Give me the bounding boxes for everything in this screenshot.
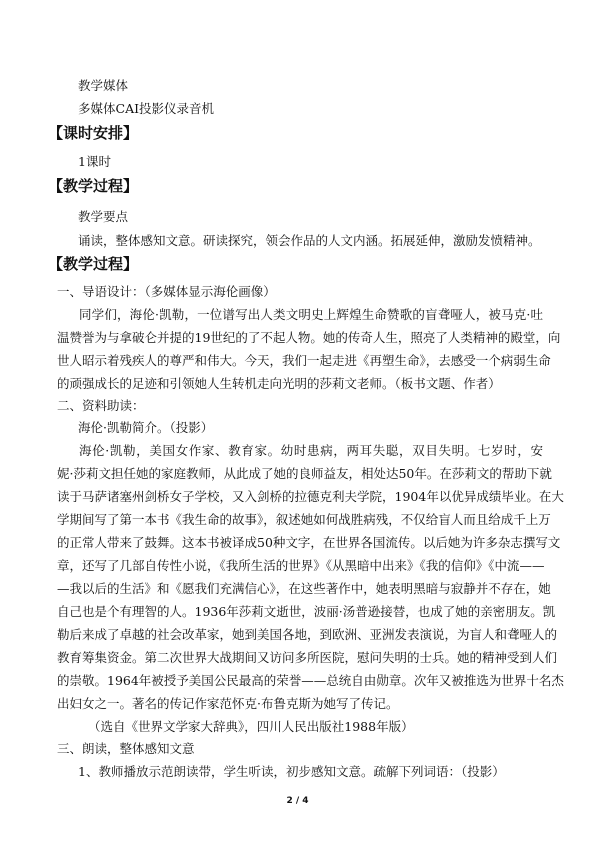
- bio-line: 读于马萨诸塞州剑桥女子学校，又入剑桥的拉德克利夫学院，1904年以优异成绩毕业。在大: [57, 489, 564, 504]
- intro-line: 同学们，海伦·凯勒，一位谱写出人类文明史上辉煌生命赞歌的盲聋哑人，被马克·吐: [79, 307, 543, 322]
- reading-item-1: 1、教师播放示范朗读带，学生听读，初步感知文意。疏解下列词语：（投影）: [78, 764, 505, 779]
- bio-line: —我以后的生活》和《愿我们充满信心》，在这些著作中，她表明黑暗与寂静并不存在，她: [57, 581, 551, 596]
- intro-paragraph: [57, 353, 551, 369]
- page-number: 2 / 4: [286, 796, 309, 806]
- key-points-label: 教学要点: [78, 209, 129, 224]
- bio-line: 出妇女之一。著名的传记作家范怀克·布鲁克斯为她写了传记。: [57, 696, 399, 711]
- media-title: 教学媒体: [78, 78, 129, 93]
- intro-paragraph: [57, 307, 543, 323]
- info-title: 二、资料助读：: [57, 398, 145, 413]
- media-items: 多媒体CAI投影仪录音机: [78, 101, 215, 116]
- key-points-text: 诵读，整体感知文意。研读探究，领会作品的人文内涵。拓展延伸，激励发愤精神。: [78, 233, 541, 248]
- process-heading-1: 【教学过程】: [48, 177, 139, 195]
- bio-line: 自己也是个有理智的人。1936年莎莉文逝世，波丽·汤普逊接替，也成了她的亲密朋友。凯: [57, 604, 556, 619]
- schedule-value: 1课时: [78, 154, 111, 169]
- bio-line: 章，还写了几部自传性小说，《我所生活的世界》《从黑暗中出来》《我的信仰》《中流——: [57, 558, 545, 573]
- intro-title: 一、导语设计：（多媒体显示海伦画像）: [57, 284, 276, 299]
- reading-title: 三、朗读，整体感知文意: [57, 741, 195, 756]
- bio-line: 教育筹集资金。第二次世界大战期间又访问多所医院，慰问失明的士兵。她的精神受到人们: [57, 650, 558, 665]
- intro-paragraph: [57, 330, 561, 346]
- bio-line: 的正常人带来了鼓舞。这本书被译成50种文字，在世界各国流传。以后她为许多杂志撰写文: [57, 535, 561, 550]
- bio-line: 的崇敬。1964年被授予美国公民最高的荣誉——总统自由勋章。次年又被推选为世界十名杰: [57, 673, 564, 688]
- intro-line: 的顽强成长的足迹和引领她人生转机走向光明的莎莉文老师。（板书文题、作者）: [57, 376, 501, 391]
- intro-line: 温赞誉为与拿破仑并提的19世纪的了不起人物。她的传奇人生，照亮了人类精神的殿堂，向: [57, 330, 561, 345]
- process-heading-2: 【教学过程】: [48, 255, 139, 273]
- bio-line: 学期间写了第一本书《我生命的故事》，叙述她如何战胜病残，不仅给盲人而且给成千上万: [57, 512, 551, 527]
- bio-source: （选自《世界文学家大辞典》，四川人民出版社1988年版）: [88, 719, 414, 734]
- intro-line: 世人昭示着残疾人的尊严和伟大。今天，我们一起走进《再塑生命》，去感受一个病弱生命: [57, 353, 551, 368]
- info-subtitle: 海伦·凯勒简介。（投影）: [78, 420, 214, 435]
- bio-line: 妮·莎莉文担任她的家庭教师，从此成了她的良师益友，相处达50年。在莎莉文的帮助下就: [57, 466, 552, 481]
- schedule-heading: 【课时安排】: [48, 124, 139, 142]
- bio-line: 海伦·凯勒，美国女作家、教育家。幼时患病，两耳失聪，双目失明。七岁时，安: [79, 443, 543, 458]
- bio-line: 勒后来成了卓越的社会改革家，她到美国各地，到欧洲、亚洲发表演说，为盲人和聋哑人的: [57, 627, 558, 642]
- bio-paragraph: [57, 443, 543, 459]
